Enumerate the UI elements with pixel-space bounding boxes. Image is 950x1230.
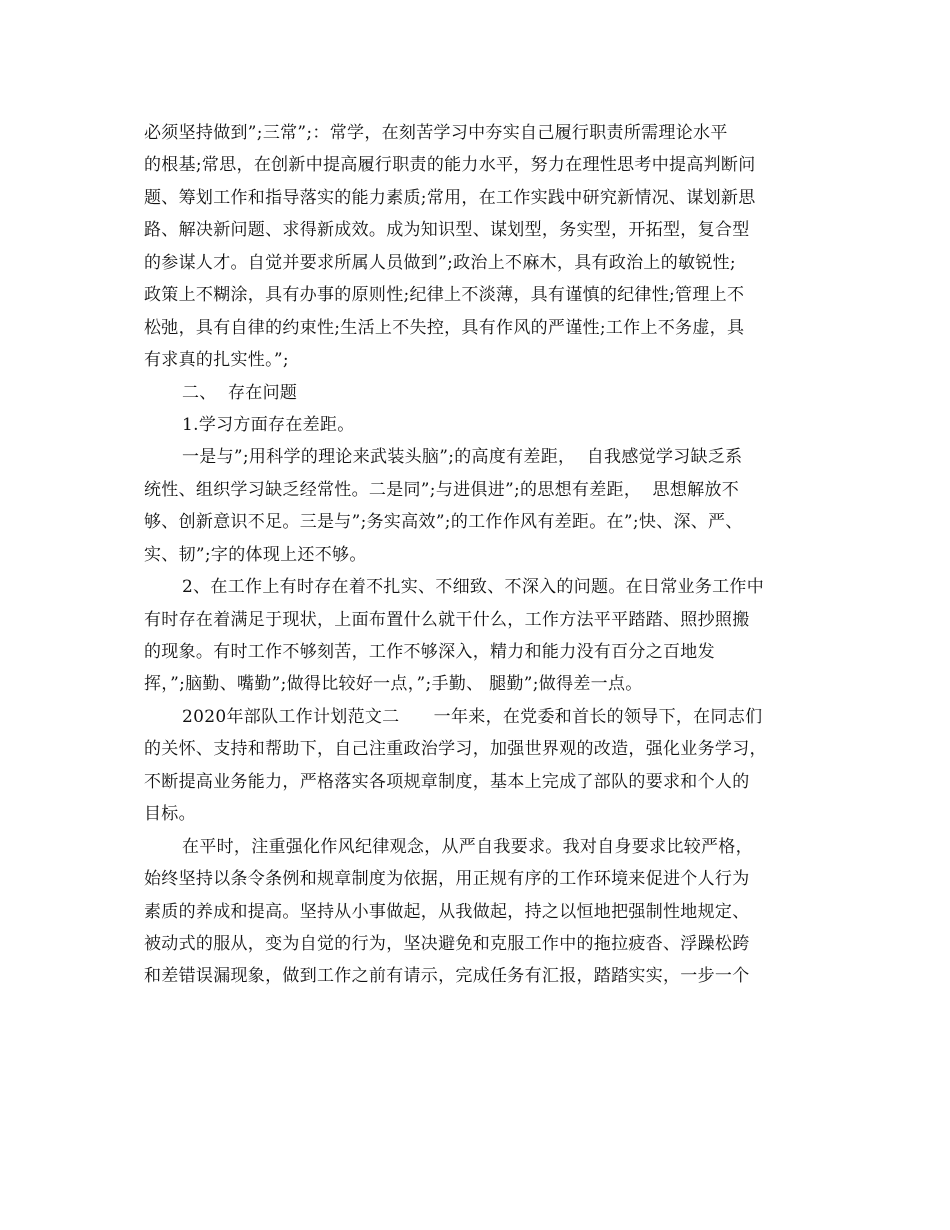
text-line: 被动式的服从，变为自觉的行为，坚决避免和克服工作中的拖拉疲沓、浮躁松跨 [144,933,750,954]
text-line: 的参谋人才。自觉并要求所属人员做到”;政治上不麻木，具有政治上的敏锐性; [144,252,736,273]
subsection-heading: 1.学习方面存在差距。 [182,414,355,435]
text-line: 的根基;常思，在创新中提高履行职责的能力水平，努力在理性思考中提高判断问 [144,155,756,176]
text-line: 题、筹划工作和指导落实的能力素质;常用，在工作实践中研究新情况、谋划新思 [144,187,756,208]
text-line: 政策上不糊涂，具有办事的原则性;纪律上不淡薄，具有谨慎的纪律性;管理上不 [144,285,745,306]
text-line: 2、在工作上有时存在着不扎实、不细致、不深入的问题。在日常业务工作中 [182,577,765,598]
text-line: 够、创新意识不足。三是与”;务实高效”;的工作作风有差距。在”;快、深、严、 [144,512,743,533]
text-line: 松弛，具有自律的约束性;生活上不失控，具有作风的严谨性;工作上不务虚，具 [144,317,745,338]
text-line: 一是与”;用科学的理论来武装头脑”;的高度有差距， 自我感觉学习缺乏系 [182,447,743,468]
text-line: 的现象。有时工作不够刻苦，工作不够深入，精力和能力没有百分之百地发 [144,642,715,662]
text-line: 统性、组织学习缺乏经常性。二是同”;与进俱进”;的思想有差距， 思想解放不 [144,479,740,500]
text-line: 始终坚持以条令条例和规章制度为依据，用正规有序的工作环境来促进个人行为 [144,869,750,890]
text-line: 的关怀、支持和帮助下，自己注重政治学习，加强世界观的改造，强化业务学习， [144,739,767,760]
text-line: 和差错误漏现象，做到工作之前有请示，完成任务有汇报，踏踏实实，一步一个 [144,966,750,987]
document-body [144,117,834,993]
text-line: 实、韧”;字的体现上还不够。 [144,544,367,565]
text-line: 有求真的扎实性。”; [144,350,289,371]
text-line: 路、解决新问题、求得新成效。成为知识型、谋划型，务实型，开拓型，复合型 [144,220,750,241]
text-line: 素质的养成和提高。坚持从小事做起，从我做起，持之以恒地把强制性地规定、 [144,901,750,922]
text-line: 在平时，注重强化作风纪律观念，从严自我要求。我对自身要求比较严格， [182,836,753,857]
text-line: 有时存在着满足于现状，上面布置什么就干什么，工作方法平平踏踏、照抄照搬 [144,609,750,630]
text-line: 2020年部队工作计划范文二 一年来，在党委和首长的领导下，在同志们 [182,706,763,727]
text-line: 目标。 [144,804,196,825]
text-line: 不断提高业务能力，严格落实各项规章制度，基本上完成了部队的要求和个人的 [144,771,750,792]
text-line: 挥，”;脑勤、嘴勤”;做得比较好一点，”;手勤、 腿勤”;做得差一点。 [144,674,643,695]
section-heading: 二、 存在问题 [182,382,298,403]
text-line: 必须坚持做到”;三常”;：常学，在刻苦学习中夯实自己履行职责所需理论水平 [144,123,728,143]
